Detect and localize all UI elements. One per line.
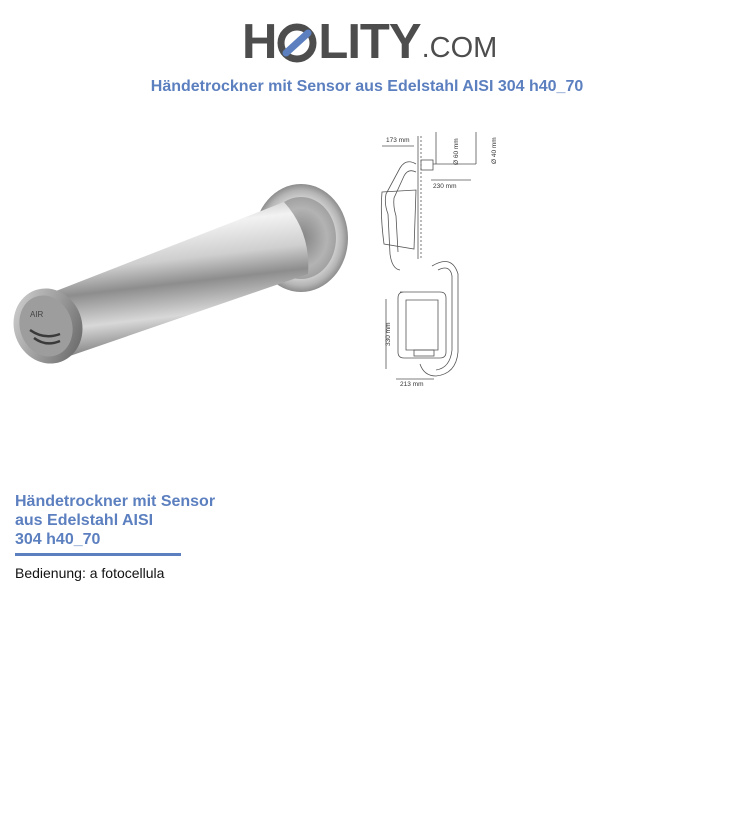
logo-letter-h: H [242, 15, 277, 69]
dim-inner-diameter: Ø 40 mm [491, 137, 498, 164]
dim-bottom-width: 213 mm [400, 381, 424, 388]
dim-pipe-diameter: Ø 60 mm [453, 138, 460, 165]
page-title: Händetrockner mit Sensor aus Edelstahl AISI 304 h40_70 [150, 78, 584, 95]
dim-top-width: 173 mm [386, 137, 410, 144]
air-badge: AIR [30, 310, 44, 319]
logo-letters: LITY [318, 15, 421, 69]
product-photo [8, 180, 353, 380]
logo-suffix: .COM [421, 32, 498, 64]
logo-o-icon [277, 23, 317, 63]
dim-depth: 230 mm [433, 183, 457, 190]
holity-logo [242, 12, 497, 72]
technical-drawing [376, 124, 496, 389]
product-name-line-1: Händetrockner mit Sensor [15, 493, 216, 510]
logo-wordmark [242, 12, 421, 72]
product-name-line-3: 304 h40_70 [15, 531, 101, 548]
product-name-line-2: aus Edelstahl AISI [15, 512, 154, 529]
name-underline [15, 553, 181, 556]
dim-height: 330 mm [385, 322, 392, 346]
product-spec: Bedienung: a fotocellula [15, 565, 165, 581]
product-name [15, 492, 245, 549]
